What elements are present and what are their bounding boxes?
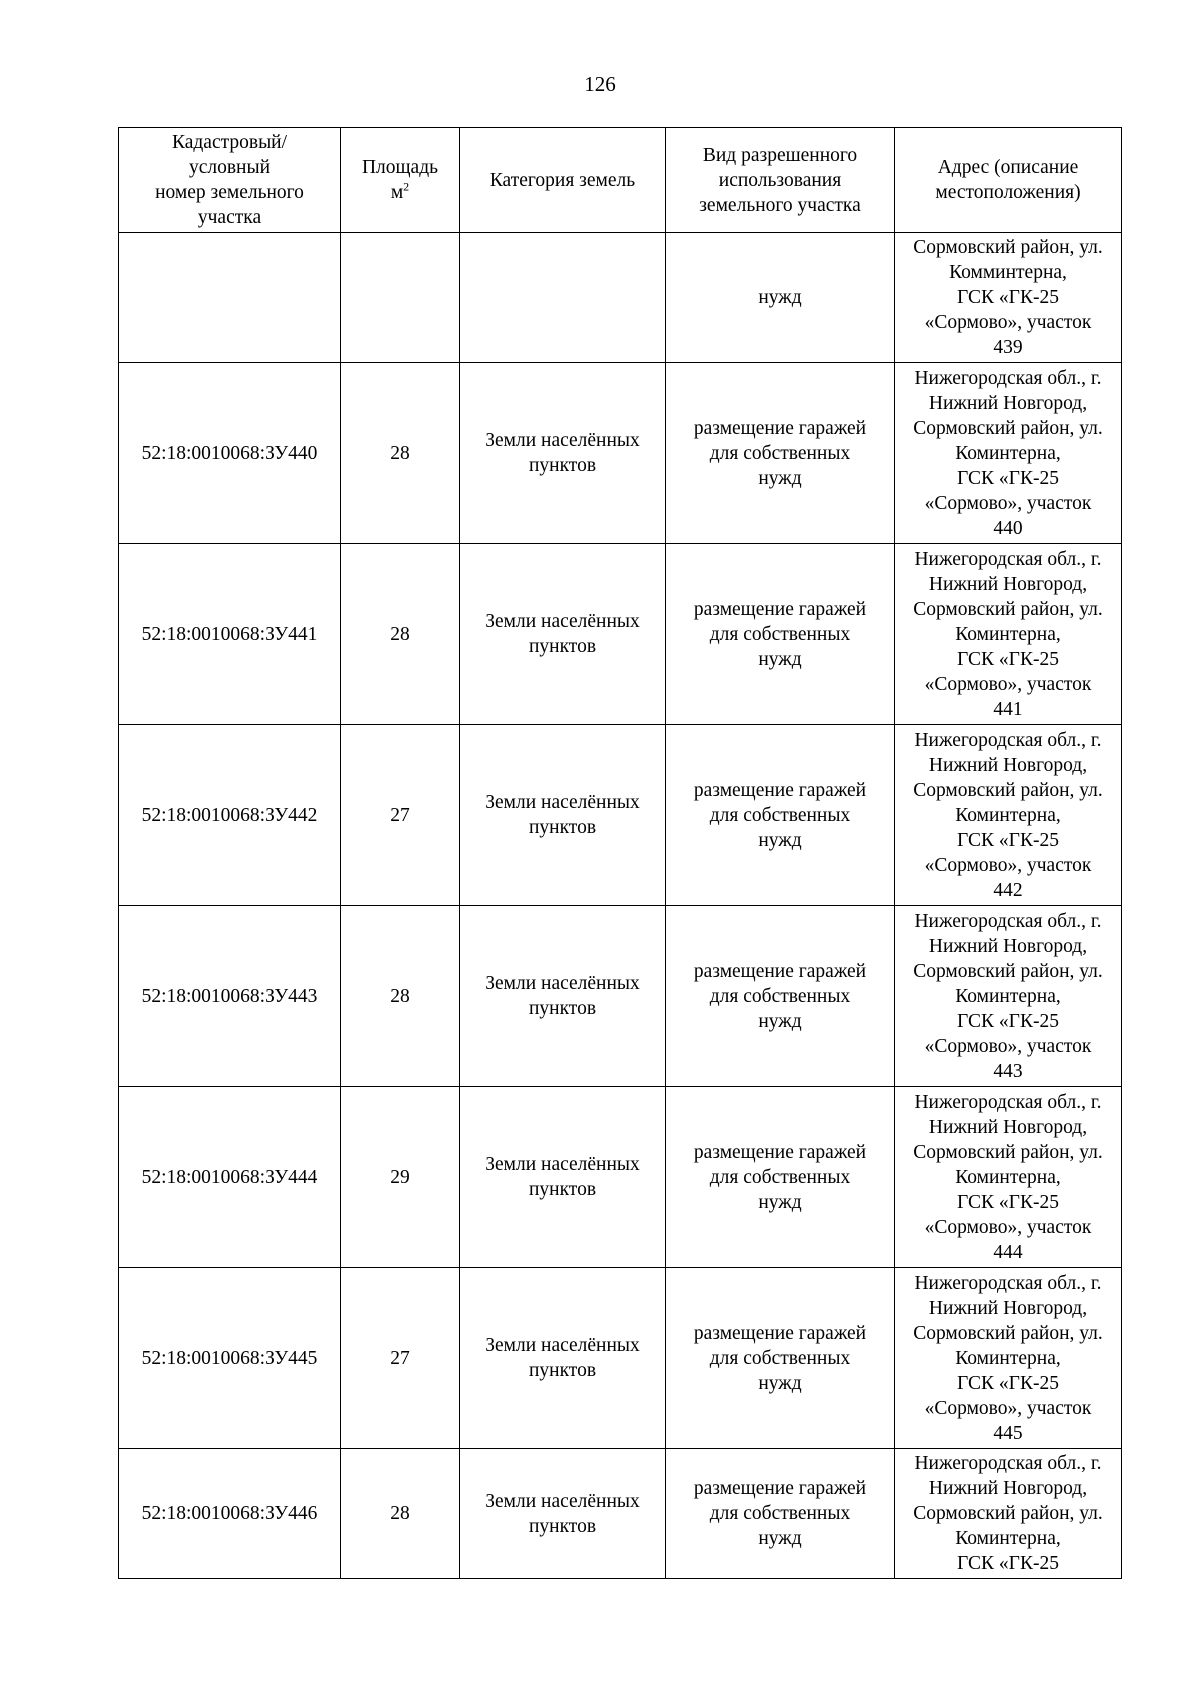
use-line: размещение гаражей [693,779,867,801]
address-line: Коминтерна, [955,442,1061,464]
address-line: Нижний Новгород, [928,573,1088,595]
use-line: размещение гаражей [693,417,867,439]
address-line: Сормовский район, ул. [913,779,1103,801]
table-row [119,1087,1122,1268]
header-cadastral-line: номер земельного [155,182,304,203]
category-line: Земли населённых [485,430,640,451]
use-line: для собственных [709,1503,851,1524]
address-line: «Сормово», участок [924,673,1092,695]
address-line: Комминтерна, [949,262,1067,283]
header-cadastral-line: Кадастровый/ [171,132,288,153]
address-line: Нижний Новгород, [928,1116,1088,1138]
address-line: Нижегородская обл., г. [914,910,1102,932]
header-use-line: использования [718,169,842,191]
address-line: 445 [993,1422,1023,1444]
address-line: «Сормово», участок [924,312,1092,333]
table-row [119,544,1122,725]
address-line: «Сормово», участок [924,1216,1092,1238]
use-line: для собственных [709,1166,851,1188]
cell-address [895,544,1122,725]
cell-cadastral: 52:18:0010068:ЗУ440 [119,363,341,544]
cell-cadastral: 52:18:0010068:ЗУ446 [119,1449,341,1579]
cell-category [460,1268,666,1449]
cell-cadastral: 52:18:0010068:ЗУ445 [119,1268,341,1449]
address-line: Сормовский район, ул. [913,417,1103,439]
address-line: Нижегородская обл., г. [914,548,1102,570]
area-unit: м [390,182,404,203]
cell-address [895,1449,1122,1579]
address-line: Нижегородская обл., г. [914,367,1102,389]
table-row [119,363,1122,544]
cell-category [460,725,666,906]
address-line: «Сормово», участок [924,492,1092,514]
address-line: ГСК «ГК-25 [957,1372,1059,1394]
address-line: ГСК «ГК-25 [957,829,1059,851]
address-line: Сормовский район, ул. [913,1503,1103,1524]
header-address-line: Адрес (описание [937,157,1079,178]
address-line: 444 [993,1241,1023,1263]
address-line: «Сормово», участок [924,1035,1092,1057]
header-permitted-use [666,128,895,233]
use-line: для собственных [709,1347,851,1369]
cell-cadastral: 52:18:0010068:ЗУ441 [119,544,341,725]
category-line: пунктов [528,1515,597,1537]
use-line: размещение гаражей [693,1141,867,1163]
address-line: Сормовский район, ул. [913,598,1103,620]
cell-area: 28 [341,1449,460,1579]
address-line: Коминтерна, [955,1528,1061,1549]
use-line: для собственных [709,804,851,826]
address-line: Нижегородская обл., г. [914,1272,1102,1294]
cell-use [666,725,895,906]
cell-category [460,1087,666,1268]
category-line: пунктов [528,817,597,838]
use-line: нужд [758,1191,802,1213]
cell-use [666,1449,895,1579]
cell-area: 27 [341,725,460,906]
address-line: ГСК «ГК-25 [957,648,1059,670]
use-line: нужд [758,467,802,489]
category-line: Земли населённых [485,973,640,994]
table-header [119,128,1122,233]
header-address [895,128,1122,233]
header-use-line: земельного участка [699,194,861,216]
address-line: ГСК «ГК-25 [957,287,1059,308]
cell-use [666,363,895,544]
use-line: размещение гаражей [693,960,867,982]
cell-category [460,544,666,725]
cell-address [895,1087,1122,1268]
address-line: 442 [993,879,1023,901]
category-line: пунктов [528,636,597,657]
table-row [119,725,1122,906]
cell-address [895,363,1122,544]
address-line: 439 [993,337,1023,358]
address-line: Нижегородская обл., г. [914,1091,1102,1113]
address-line: ГСК «ГК-25 [957,1553,1059,1574]
use-line: для собственных [709,442,851,464]
address-line: ГСК «ГК-25 [957,1191,1059,1213]
category-line: пунктов [528,1179,597,1200]
cell-area: 28 [341,906,460,1087]
category-line: Земли населённых [485,611,640,632]
table-row [119,1449,1122,1579]
use-line: для собственных [709,985,851,1007]
cell-address [895,906,1122,1087]
category-line: пунктов [528,455,597,476]
address-line: Коминтерна, [955,1347,1061,1369]
cell-category [460,363,666,544]
use-line: нужд [758,1528,802,1549]
cell-category [460,906,666,1087]
category-line: Земли населённых [485,1335,640,1356]
cell-use [666,233,895,363]
category-line: Земли населённых [485,1154,640,1175]
header-land-category: Категория земель [460,128,666,233]
address-line: Коминтерна, [955,985,1061,1007]
cell-address [895,233,1122,363]
address-line: Сормовский район, ул. [913,1322,1103,1344]
cell-area: 28 [341,363,460,544]
address-line: Нижегородская обл., г. [914,1453,1102,1474]
category-line: пунктов [528,1360,597,1381]
address-line: Коминтерна, [955,804,1061,826]
address-line: Коминтерна, [955,623,1061,645]
address-line: Нижний Новгород, [928,1478,1088,1499]
address-line: Нижегородская обл., г. [914,729,1102,751]
cell-area: 29 [341,1087,460,1268]
address-line: Нижний Новгород, [928,935,1088,957]
land-plots-table [118,127,1122,1579]
cell-address [895,1268,1122,1449]
category-line: Земли населённых [485,1490,640,1512]
use-line: нужд [758,829,802,851]
cell-area [341,233,460,363]
cell-cadastral: 52:18:0010068:ЗУ443 [119,906,341,1087]
cell-cadastral [119,233,341,363]
use-line: размещение гаражей [693,598,867,620]
address-line: Коминтерна, [955,1166,1061,1188]
address-line: Сормовский район, ул. [913,237,1103,258]
address-line: Сормовский район, ул. [913,960,1103,982]
category-line: Земли населённых [485,792,640,813]
address-line: Нижний Новгород, [928,1297,1088,1319]
cell-use [666,1268,895,1449]
cell-area: 27 [341,1268,460,1449]
cell-cadastral: 52:18:0010068:ЗУ442 [119,725,341,906]
header-cadastral-line: участка [197,207,262,228]
use-line: для собственных [709,623,851,645]
address-line: 443 [993,1060,1023,1082]
cell-category [460,233,666,363]
address-line: Сормовский район, ул. [913,1141,1103,1163]
use-line: нужд [758,287,802,308]
use-line: нужд [758,1372,802,1394]
address-line: Нижний Новгород, [928,754,1088,776]
header-cadastral-line: условный [188,157,271,178]
header-area-unit [343,180,457,205]
use-line: нужд [758,1010,802,1032]
header-area [341,128,460,233]
table-row [119,1268,1122,1449]
address-line: Нижний Новгород, [928,392,1088,414]
address-line: «Сормово», участок [924,854,1092,876]
cell-cadastral: 52:18:0010068:ЗУ444 [119,1087,341,1268]
area-unit-exponent: 2 [403,179,410,194]
table-row-continued [119,233,1122,363]
header-area-label: Площадь [361,157,439,178]
page-number: 126 [584,72,616,96]
category-line: пунктов [528,998,597,1019]
header-cadastral-number [119,128,341,233]
table-row [119,906,1122,1087]
cell-use [666,544,895,725]
address-line: «Сормово», участок [924,1397,1092,1419]
header-address-line: местоположения) [935,182,1081,203]
cell-address [895,725,1122,906]
use-line: размещение гаражей [693,1478,867,1499]
use-line: размещение гаражей [693,1322,867,1344]
cell-use [666,906,895,1087]
address-line: ГСК «ГК-25 [957,467,1059,489]
cell-use [666,1087,895,1268]
address-line: 441 [993,698,1023,720]
cell-category [460,1449,666,1579]
cell-area: 28 [341,544,460,725]
address-line: ГСК «ГК-25 [957,1010,1059,1032]
header-use-line: Вид разрешенного [702,144,858,166]
address-line: 440 [993,517,1023,539]
use-line: нужд [758,648,802,670]
